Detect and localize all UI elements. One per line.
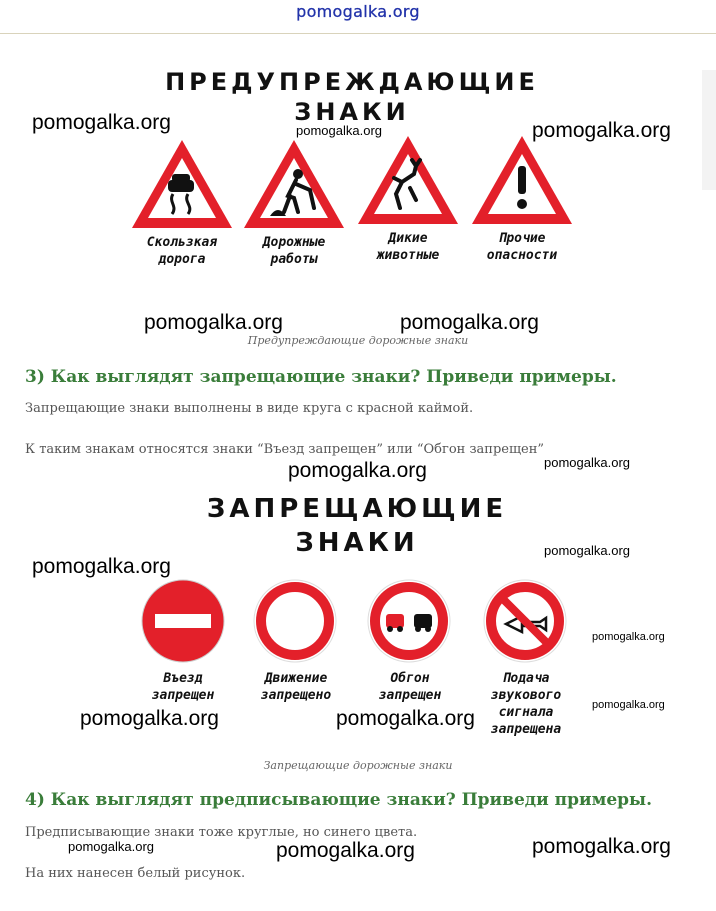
sign-label-no-overtaking xyxy=(352,670,468,704)
sign-label-line: работы xyxy=(270,252,318,267)
no-horn-icon xyxy=(482,578,568,664)
header-divider xyxy=(0,33,716,34)
watermark: pomogalka.org xyxy=(144,311,283,334)
sign-label-line: Движение xyxy=(264,671,328,686)
section3-paragraph2: К таким знакам относятся знаки “Въезд запрещен” или “Обгон запрещен” xyxy=(25,442,545,457)
sign-label-line: запрещен xyxy=(378,688,442,703)
watermark: pomogalka.org xyxy=(288,459,427,482)
poster-title-line1: ПРЕДУПРЕЖДАЮЩИЕ xyxy=(165,68,539,96)
watermark: pomogalka.org xyxy=(400,311,539,334)
watermark: pomogalka.org xyxy=(32,555,171,578)
watermark: pomogalka.org xyxy=(592,699,665,711)
watermark: pomogalka.org xyxy=(296,123,382,138)
watermark: pomogalka.org xyxy=(532,119,671,142)
sign-label-line: Подача xyxy=(502,671,550,686)
section4-paragraph1: Предписывающие знаки тоже круглые, но синего цвета. xyxy=(25,825,418,840)
sign-label-line: Обгон xyxy=(390,671,430,686)
watermark: pomogalka.org xyxy=(544,543,630,558)
sign-label-no-vehicles xyxy=(238,670,354,704)
sign-label-line: опасности xyxy=(486,248,558,263)
watermark: pomogalka.org xyxy=(80,707,219,730)
sign-label-line: Дикие xyxy=(388,231,428,246)
watermark: pomogalka.org xyxy=(276,839,415,862)
watermark: pomogalka.org xyxy=(544,455,630,470)
prohibition-poster-caption: Запрещающие дорожные знаки xyxy=(263,759,453,772)
sign-label-line: сигнала xyxy=(498,705,554,720)
watermark: pomogalka.org xyxy=(336,707,475,730)
sign-label-line: дорога xyxy=(158,252,206,267)
other-dangers-icon xyxy=(468,130,576,230)
no-entry-icon xyxy=(140,578,226,664)
sign-label-no-horn xyxy=(468,670,584,738)
road-works-icon xyxy=(240,134,348,234)
sign-label-line: запрещена xyxy=(490,722,562,737)
warning-signs-poster xyxy=(128,64,576,332)
poster-title-line2: ЗНАКИ xyxy=(295,528,419,558)
sign-label-line: запрещен xyxy=(151,688,215,703)
sign-label-other-dangers xyxy=(464,230,580,264)
side-scroll-strip[interactable] xyxy=(702,70,716,190)
sign-label-line: Скользкая xyxy=(146,235,218,250)
poster-title-line1: ЗАПРЕЩАЮЩИЕ xyxy=(206,494,508,524)
watermark: pomogalka.org xyxy=(68,839,154,854)
warning-poster-caption: Предупреждающие дорожные знаки xyxy=(247,334,469,347)
no-vehicles-icon xyxy=(252,578,338,664)
sign-label-no-entry xyxy=(128,670,238,704)
sign-label-line: запрещено xyxy=(260,688,332,703)
sign-label-wild-animals xyxy=(350,230,466,264)
watermark: pomogalka.org xyxy=(532,835,671,858)
sign-label-slippery-road xyxy=(124,234,240,268)
section3-paragraph1: Запрещающие знаки выполнены в виде круга с красной каймой. xyxy=(25,401,474,416)
wild-animals-icon xyxy=(354,130,462,230)
watermark: pomogalka.org xyxy=(32,111,171,134)
no-overtaking-icon xyxy=(366,578,452,664)
section4-heading: 4) Как выглядят предписывающие знаки? Приведи примеры. xyxy=(25,790,653,810)
sign-label-line: животные xyxy=(376,248,440,263)
sign-label-line: Дорожные xyxy=(262,235,326,250)
slippery-road-icon xyxy=(128,134,236,234)
sign-label-line: звукового xyxy=(490,688,562,703)
watermark: pomogalka.org xyxy=(592,631,665,643)
sign-label-road-works xyxy=(236,234,352,268)
header-site-url[interactable]: pomogalka.org xyxy=(296,2,420,21)
section3-heading: 3) Как выглядят запрещающие знаки? Приведи примеры. xyxy=(25,367,617,387)
poster-title-line2: ЗНАКИ xyxy=(294,98,410,126)
sign-label-line: Въезд xyxy=(163,671,203,686)
section4-paragraph2: На них нанесен белый рисунок. xyxy=(25,866,246,881)
sign-label-line: Прочие xyxy=(498,231,546,246)
